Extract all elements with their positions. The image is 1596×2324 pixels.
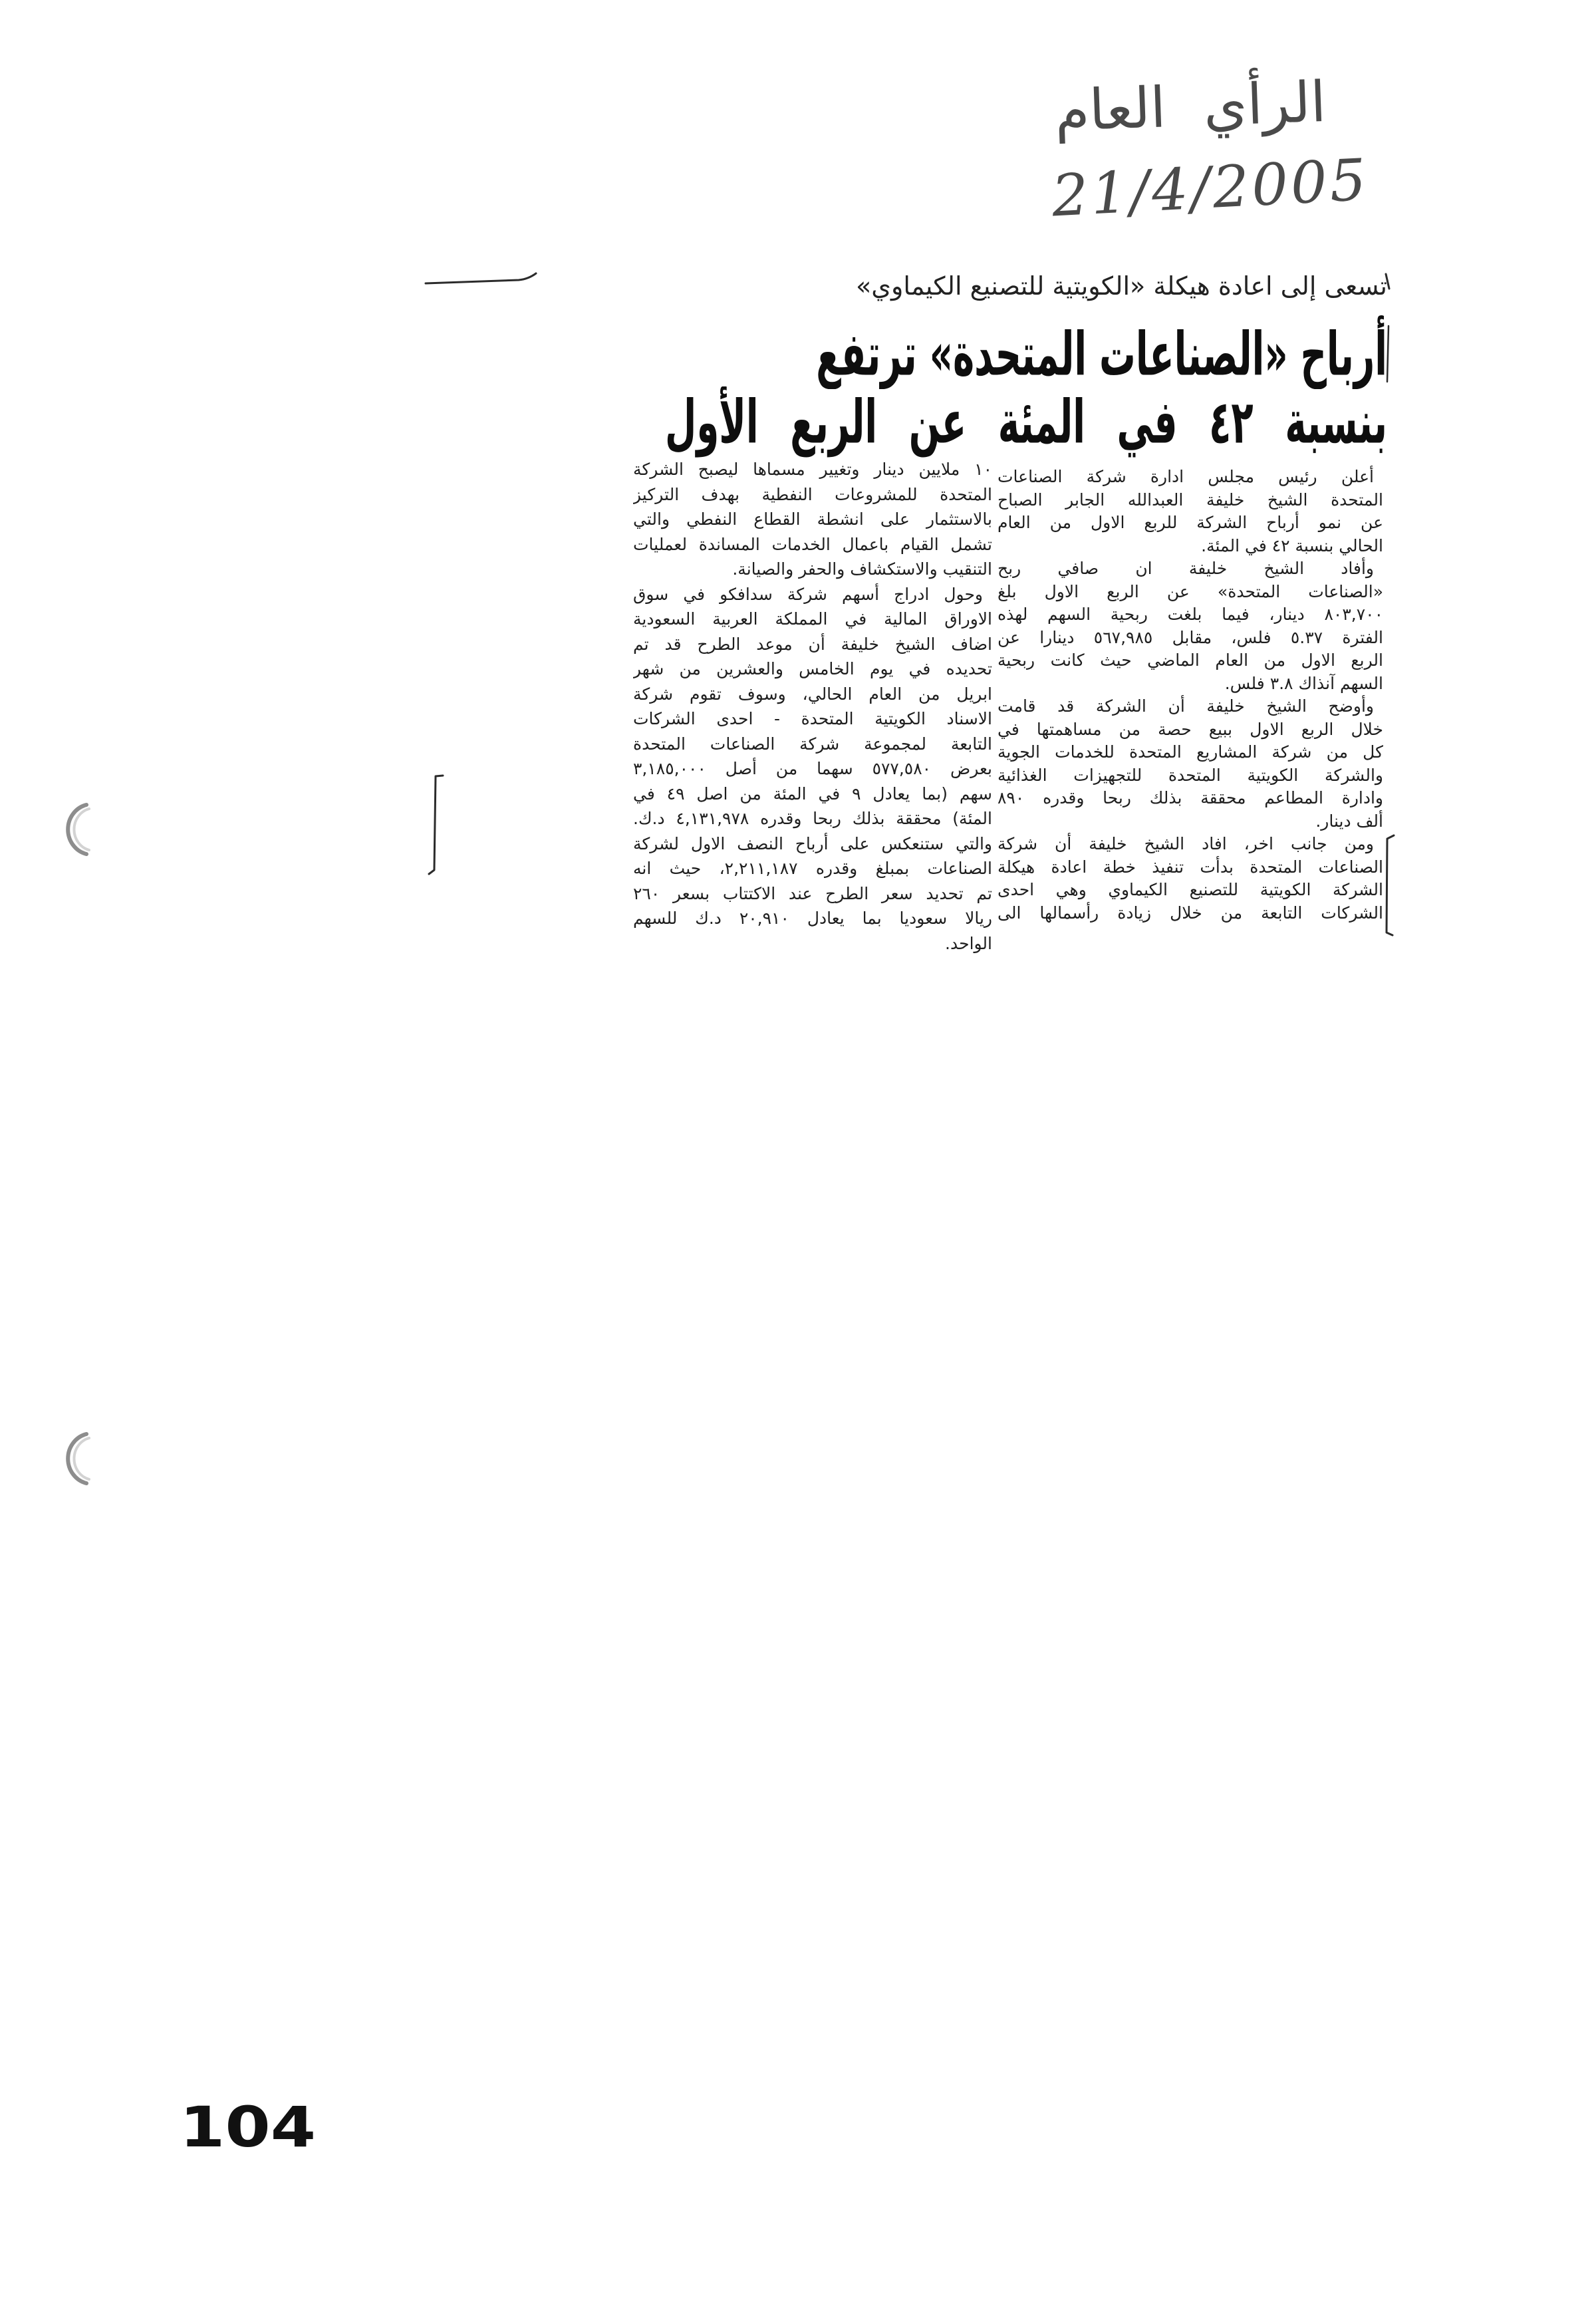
article-line: الشركات التابعة من خلال زيادة رأسمالها الى [998,903,1383,923]
article-line: تشمل القيام باعمال الخدمات المساندة لعمليات [633,534,992,554]
article-line: الاسناد الكويتية المتحدة - احدى الشركات [633,709,992,728]
article-line: اضاف الشيخ خليفة أن موعد الطرح قد تم [633,634,992,654]
article-line: ألف دينار. [1315,811,1383,831]
handwritten-publication-name: الرأي العام [1053,69,1327,144]
article-line: ٨٠٣,٧٠٠ دينار، فيما بلغت ربحية السهم لهذه [998,605,1383,624]
article-line: المئة) محققة بذلك ربحا وقدره ٤,١٣١,٩٧٨ د.ك. [633,809,992,828]
article-line: الحالي بنسبة ٤٢ في المئة. [1201,535,1383,555]
article-line: وادارة المطاعم محققة بذلك ربحا وقدره ٨٩٠ [998,788,1383,807]
article-line: الشركة الكويتية للتصنيع الكيماوي وهي احدى [998,880,1383,899]
article-line: وحول ادراج أسهم شركة سدافكو في سوق [633,584,983,604]
article-column-right [998,466,1383,925]
article-line: ابريل من العام الحالي، وسوف تقوم شركة [633,684,992,704]
page-number: 104 [180,2095,317,2160]
article-line: الواحد. [945,933,992,953]
article-line: عن نمو أرباح الشركة للربع الاول من العام [998,513,1383,532]
article-headline-text: أرباح «الصناعات المتحدة» ترتفع [816,319,1387,389]
article-line: المتحدة للمشروعات النفطية بهدف التركيز [633,484,992,504]
article-line: المتحدة الشيخ خليفة العبدالله الجابر الصباح [998,490,1383,509]
article-paragraph [633,457,992,582]
article-line: ريالا سعوديا بما يعادل ٢٠,٩١٠ د.ك للسهم [633,909,992,928]
pen-dash-mark [419,267,545,291]
article-line: خلال الربع الاول ببيع حصة من مساهمتها في [998,719,1383,739]
article-kicker-text: تسعى إلى اعادة هيكلة «الكويتية للتصنيع الكيماوي» [856,271,1387,301]
article-line: الصناعات المتحدة بدأت تنفيذ خطة اعادة هيكلة [998,857,1383,877]
punch-hole-icon [56,801,98,859]
article-line: الربع الاول من العام الماضي حيث كانت ربحية [998,651,1383,670]
article-line: أعلن رئيس مجلس ادارة شركة الصناعات [998,467,1374,486]
article-line: تم تحديد سعر الطرح عند الاكتتاب بسعر ٢٦٠ [633,883,992,903]
article-line: كل من شركة المشاريع المتحدة للخدمات الجوية [998,742,1383,762]
article-line: والشركة الكويتية المتحدة للتجهيزات الغذائية [998,765,1383,785]
article-line: تحديده في يوم الخامس والعشرين من شهر [633,659,992,678]
article-paragraph [998,466,1383,557]
article-line: التنقيب والاستكشاف والحفر والصيانة. [732,559,992,579]
article-line: «الصناعات المتحدة» عن الربع الاول بلغ [998,581,1383,601]
article-line: ومن جانب اخر، افاد الشيخ خليفة أن شركة [998,834,1374,853]
article-column-left [633,457,992,956]
article-headline-line-2: بنسبة ٤٢ في المئة عن الربع الأول [665,386,1387,457]
article-line: التابعة لمجموعة شركة الصناعات المتحدة [633,734,992,754]
article-line: ١٠ ملايين دينار وتغيير مسماها ليصبح الشركة [633,460,992,479]
article-line: بعرض ٥٧٧,٥٨٠ سهما من أصل ٣,١٨٥,٠٠٠ [633,759,992,778]
pen-bracket-mark-left [426,770,448,880]
punch-hole-icon [56,1430,98,1489]
article-paragraph [998,557,1383,695]
article-line: وأوضح الشيخ خليفة أن الشركة قد قامت [998,696,1374,716]
article-line: الصناعات بمبلغ وقدره ٢,٢١١,١٨٧، حيث انه [633,859,992,878]
pen-bracket-mark-right [1381,831,1400,941]
article-line: وأفاد الشيخ خليفة ان صافي ربح [998,559,1374,578]
article-line: السهم آنذاك ٣.٨ فلس. [1224,673,1383,693]
article-line: الاوراق المالية في المملكة العربية السعودية [633,609,992,629]
article-paragraph [998,695,1383,833]
article-paragraph [633,582,992,956]
article-line: والتي ستنعكس على أرباح النصف الاول لشركة [633,833,992,853]
article-paragraph [998,833,1383,925]
article-line: الفترة ٥.٣٧ فلس، مقابل ٥٦٧,٩٨٥ دينارا عن [998,627,1383,647]
article-line: سهم (بما يعادل ٩ في المئة من اصل ٤٩ في [633,784,992,803]
handwritten-date: 21/4/2005 [1050,146,1371,230]
article-line: بالاستثمار على انشطة القطاع النفطي والتي [633,509,992,529]
